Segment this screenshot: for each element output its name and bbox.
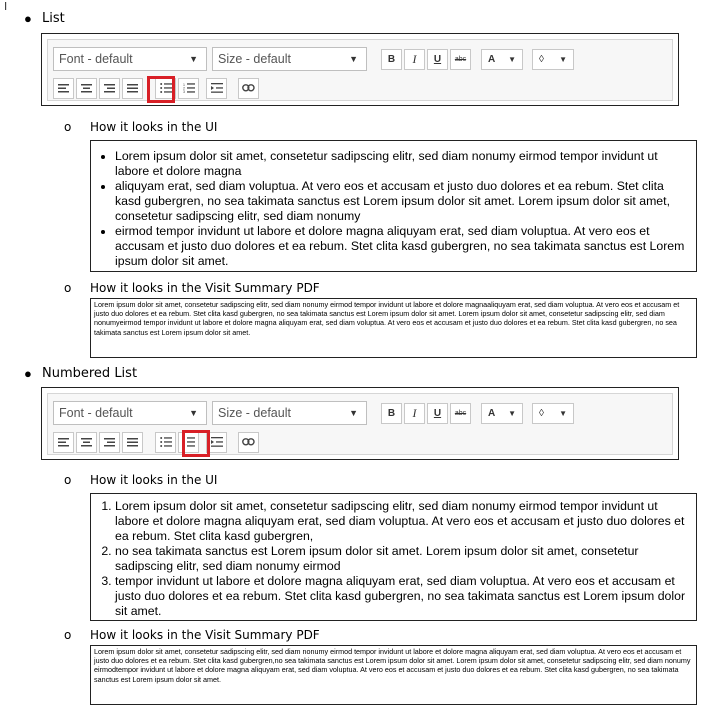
- font-select[interactable]: Font - default ▼: [53, 401, 207, 425]
- toolbar-panel: [47, 393, 673, 455]
- justify-icon: [127, 84, 138, 93]
- editor-toolbar-numbered: [41, 387, 679, 460]
- italic-button[interactable]: I: [404, 49, 425, 70]
- align-left-button[interactable]: [53, 432, 74, 453]
- align-center-button[interactable]: [76, 78, 97, 99]
- strikethrough-button[interactable]: abc: [450, 49, 471, 70]
- section-title-list: List: [42, 11, 65, 26]
- italic-button[interactable]: I: [404, 403, 425, 424]
- ui-caption: How it looks in the UI: [90, 120, 218, 134]
- chevron-down-icon: ▼: [559, 55, 567, 64]
- editor-toolbar-list: [41, 33, 679, 106]
- section-bullet: ●: [24, 11, 32, 26]
- align-right-button[interactable]: [99, 432, 120, 453]
- chevron-down-icon: ▼: [508, 409, 516, 418]
- list-item: 1. Lorem ipsum dolor sit amet, consetetur sadipscing elitr, sed diam nonumy eirmod tempor invidunt ut labore et dolore magna aliquyam erat, sed diam voluptua. At vero eos et accusam et justo duo dolores et ea rebum. Stet clita kasd gubergren,: [115, 499, 688, 544]
- pdf-preview-bulleted: Lorem ipsum dolor sit amet, consetetur sadipscing elitr, sed diam nonumy eirmod tempor invidunt ut labore et dolore magnaaliquyam erat, sed diam voluptua. At vero eos et accusam et justo duo dolores et ea rebum. Stet clita kasd gubergren, no sea takimata sanctus est Lorem ipsum dolor sit amet. Lorem ipsum dolor sit amet, consetetur sadipscing elitr, sed diam nonumyeirmod tempor invidunt ut labore et dolore magna aliquyam erat, sed diam voluptua. At vero eos et accusam et justo duo dolores et ea rebum. Stet clita kasd gubergren, no sea takimata sanctus est Lorem ipsum dolor sit amet.: [90, 298, 697, 358]
- toolbar-panel: [47, 39, 673, 101]
- highlight-color-button[interactable]: [532, 49, 574, 70]
- text-cursor-icon: I: [4, 0, 8, 13]
- chevron-down-icon: ▼: [189, 54, 198, 64]
- underline-button[interactable]: U: [427, 403, 448, 424]
- strikethrough-button[interactable]: abc: [450, 403, 471, 424]
- section-title-numbered-list: Numbered List: [42, 366, 138, 381]
- pdf-caption: How it looks in the Visit Summary PDF: [90, 628, 320, 642]
- align-right-button[interactable]: [99, 78, 120, 99]
- bulleted-list-button[interactable]: [155, 432, 176, 453]
- font-select[interactable]: Font - default ▼: [53, 47, 207, 71]
- droplet-icon: ◊: [539, 54, 544, 65]
- section-bullet: ●: [24, 366, 32, 381]
- highlight-color-button[interactable]: [532, 403, 574, 424]
- underline-button[interactable]: U: [427, 49, 448, 70]
- link-button[interactable]: [238, 432, 259, 453]
- list-item: • Lorem ipsum dolor sit amet, consetetur sadipscing elitr, sed diam nonumy eirmod tempor invidunt ut labore et dolore magna: [115, 149, 688, 179]
- list-item: 3. tempor invidunt ut labore et dolore magna aliquyam erat, sed diam voluptua. At vero eos et accusam et justo duo dolores et ea rebum. Stet clita kasd gubergren, no sea takimata sanctus est Lorem ipsum dolor sit amet.: [115, 574, 688, 619]
- droplet-icon: ◊: [539, 408, 544, 419]
- svg-text:3: 3: [182, 90, 185, 94]
- list-item: • aliquyam erat, sed diam voluptua. At vero eos et accusam et justo duo dolores et ea rebum. Stet clita kasd gubergren, no sea takimata sanctus est Lorem ipsum dolor sit amet. Lorem ipsum dolor sit amet, consetetur sadipscing elitr, sed diam nonumy: [115, 179, 688, 224]
- sub-bullet: o: [64, 120, 72, 134]
- sub-bullet: o: [64, 281, 72, 295]
- pdf-preview-numbered: Lorem ipsum dolor sit amet, consetetur sadipscing elitr, sed diam nonumy eirmod tempor invidunt ut labore et dolore magna aliquyam erat, sed diam voluptua. At vero eos et accusam et justo duo dolores et ea rebum. Stet clita kasd gubergren,no sea takimata sanctus est Lorem ipsum dolor sit amet. Lorem ipsum dolor sit amet, consetetur sadipscing elitr, sed diam nonumy eirmodtempor invidunt ut labore et dolore magna aliquyam erat, sed diam voluptua. At vero eos et accusam et justo duo dolores et ea rebum. Stet clita kasd gubergren, no sea takimata sanctus est Lorem ipsum dolor sit amet.: [90, 645, 697, 705]
- align-left-icon: [58, 84, 69, 93]
- indent-icon: [211, 437, 223, 447]
- chevron-down-icon: ▼: [349, 408, 358, 418]
- bulleted-list-icon: [160, 437, 172, 447]
- sub-bullet: o: [64, 628, 72, 642]
- align-left-button[interactable]: [53, 78, 74, 99]
- numbered-list-icon: [183, 83, 195, 93]
- ui-preview-numbered: [90, 493, 697, 621]
- chevron-down-icon: ▼: [559, 409, 567, 418]
- ui-preview-bulleted: [90, 140, 697, 272]
- indent-button[interactable]: [206, 78, 227, 99]
- bold-button[interactable]: B: [381, 49, 402, 70]
- numbered-list-button[interactable]: [178, 78, 199, 99]
- size-select[interactable]: Size - default ▼: [212, 47, 367, 71]
- svg-text:2: 2: [182, 86, 185, 91]
- link-icon: [242, 84, 255, 92]
- justify-icon: [127, 438, 138, 447]
- sub-bullet: o: [64, 473, 72, 487]
- bold-button[interactable]: B: [381, 403, 402, 424]
- pdf-caption: How it looks in the Visit Summary PDF: [90, 281, 320, 295]
- align-center-button[interactable]: [76, 432, 97, 453]
- font-color-button[interactable]: A ▼: [481, 403, 523, 424]
- chevron-down-icon: ▼: [349, 54, 358, 64]
- indent-icon: [211, 83, 223, 93]
- align-center-icon: [81, 438, 92, 447]
- svg-text:2: 2: [182, 440, 185, 445]
- ui-caption: How it looks in the UI: [90, 473, 218, 487]
- align-right-icon: [104, 84, 115, 93]
- link-button[interactable]: [238, 78, 259, 99]
- highlight-box: [182, 430, 210, 457]
- highlight-box: [147, 76, 175, 103]
- size-select[interactable]: Size - default ▼: [212, 401, 367, 425]
- align-left-icon: [58, 438, 69, 447]
- svg-text:1: 1: [182, 437, 185, 442]
- svg-text:1: 1: [182, 83, 185, 88]
- link-icon: [242, 438, 255, 446]
- align-right-icon: [104, 438, 115, 447]
- chevron-down-icon: ▼: [189, 408, 198, 418]
- justify-button[interactable]: [122, 78, 143, 99]
- svg-text:3: 3: [182, 444, 185, 448]
- list-item: • eirmod tempor invidunt ut labore et dolore magna aliquyam erat, sed diam voluptua. At vero eos et accusam et justo duo dolores et ea rebum. Stet clita kasd gubergren, no sea takimata sanctus est Lorem ipsum dolor sit amet.: [115, 224, 688, 269]
- list-item: 2. no sea takimata sanctus est Lorem ipsum dolor sit amet. Lorem ipsum dolor sit amet, consetetur sadipscing elitr, sed diam nonumy eirmod: [115, 544, 688, 574]
- font-color-button[interactable]: A ▼: [481, 49, 523, 70]
- justify-button[interactable]: [122, 432, 143, 453]
- align-center-icon: [81, 84, 92, 93]
- chevron-down-icon: ▼: [508, 55, 516, 64]
